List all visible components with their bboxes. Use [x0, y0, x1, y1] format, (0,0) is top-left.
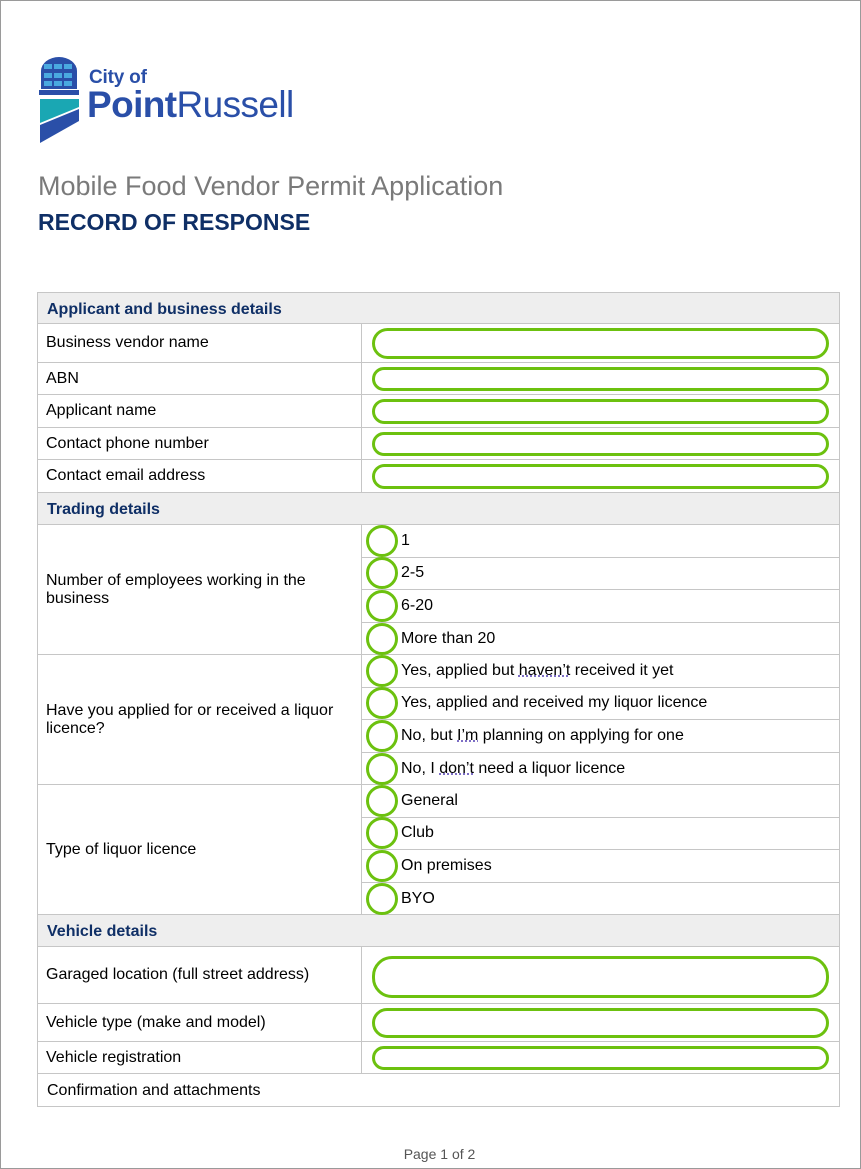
logo-name-regular: Russell — [176, 84, 294, 125]
section-heading-trading: Trading details — [37, 493, 840, 525]
form-row-contact-phone — [37, 428, 840, 460]
form-row-employees — [37, 525, 840, 655]
radio-option-label: Yes, applied but haven’t received it yet — [401, 661, 674, 679]
form-row-business-vendor-name — [37, 324, 840, 363]
employees-radio-group — [362, 525, 839, 654]
licence-type-radio-group — [362, 785, 839, 914]
field-label: Vehicle registration — [38, 1042, 362, 1073]
lighthouse-logo-icon — [39, 55, 83, 147]
employees-2-5-radio[interactable] — [366, 557, 398, 589]
radio-option-label: General — [401, 791, 458, 809]
licence-club-radio[interactable] — [366, 817, 398, 849]
form-row-liquor-licence — [37, 655, 840, 785]
radio-option — [362, 818, 839, 851]
applicant-name-input[interactable] — [372, 399, 829, 424]
document-subtitle: RECORD OF RESPONSE — [38, 209, 311, 235]
field-label: Type of liquor licence — [38, 785, 362, 914]
employees-1-radio[interactable] — [366, 525, 398, 557]
field-label: Vehicle type (make and model) — [38, 1004, 362, 1041]
section-heading-confirmation: Confirmation and attachments — [37, 1074, 840, 1107]
form-row-abn — [37, 363, 840, 395]
field-label: Number of employees working in the business — [38, 525, 362, 654]
garaged-location-input[interactable] — [372, 956, 829, 998]
licence-general-radio[interactable] — [366, 785, 398, 817]
radio-option-label: 1 — [401, 531, 410, 549]
form-row-contact-email — [37, 460, 840, 493]
radio-option-label: More than 20 — [401, 629, 496, 647]
logo-small-text: City of — [89, 67, 147, 88]
radio-option — [362, 688, 839, 721]
page-number: Page 1 of 2 — [403, 1146, 476, 1162]
field-label: Business vendor name — [38, 324, 362, 362]
radio-option-label: 2-5 — [401, 564, 425, 582]
radio-option — [362, 850, 839, 883]
section-heading-vehicle: Vehicle details — [37, 915, 840, 947]
radio-option — [362, 753, 839, 786]
liquor-applied-pending-radio[interactable] — [366, 655, 398, 687]
logo-name — [87, 84, 294, 126]
field-label: Have you applied for or received a liquor licence? — [38, 655, 362, 784]
radio-option — [362, 558, 839, 591]
licence-byo-radio[interactable] — [366, 883, 398, 915]
radio-option — [362, 525, 839, 558]
contact-phone-input[interactable] — [372, 432, 829, 456]
section-heading-applicant: Applicant and business details — [37, 292, 840, 324]
radio-option-label: 6-20 — [401, 596, 434, 614]
radio-option — [362, 720, 839, 753]
radio-option — [362, 655, 839, 688]
document-title: Mobile Food Vendor Permit Application — [38, 171, 504, 201]
radio-option — [362, 623, 839, 656]
field-label: Contact phone number — [38, 428, 362, 459]
radio-option — [362, 883, 839, 916]
field-label: Contact email address — [38, 460, 362, 492]
form-row-vehicle-registration — [37, 1042, 840, 1074]
liquor-planning-radio[interactable] — [366, 720, 398, 752]
business-vendor-name-input[interactable] — [372, 328, 829, 359]
response-form — [37, 292, 840, 1107]
vehicle-registration-input[interactable] — [372, 1046, 829, 1070]
radio-option-label: Club — [401, 824, 434, 842]
city-logo — [39, 55, 329, 147]
licence-on-premises-radio[interactable] — [366, 850, 398, 882]
radio-option-label: Yes, applied and received my liquor licence — [401, 694, 708, 712]
vehicle-type-input[interactable] — [372, 1008, 829, 1038]
form-row-applicant-name — [37, 395, 840, 428]
form-row-vehicle-type — [37, 1004, 840, 1042]
contact-email-input[interactable] — [372, 464, 829, 489]
radio-option-label: BYO — [401, 889, 435, 907]
form-row-garaged-location — [37, 947, 840, 1004]
employees-6-20-radio[interactable] — [366, 590, 398, 622]
field-label: Applicant name — [38, 395, 362, 427]
radio-option — [362, 590, 839, 623]
field-label: ABN — [38, 363, 362, 394]
liquor-radio-group — [362, 655, 839, 784]
liquor-not-needed-radio[interactable] — [366, 753, 398, 785]
radio-option — [362, 785, 839, 818]
logo-name-bold: Point — [87, 84, 177, 125]
abn-input[interactable] — [372, 367, 829, 391]
employees-more-than-20-radio[interactable] — [366, 623, 398, 655]
field-label: Garaged location (full street address) — [38, 947, 362, 1003]
radio-option-label: No, but I’m planning on applying for one — [401, 726, 684, 744]
form-row-licence-type — [37, 785, 840, 915]
liquor-applied-received-radio[interactable] — [366, 687, 398, 719]
radio-option-label: On premises — [401, 856, 492, 874]
radio-option-label: No, I don’t need a liquor licence — [401, 759, 626, 777]
